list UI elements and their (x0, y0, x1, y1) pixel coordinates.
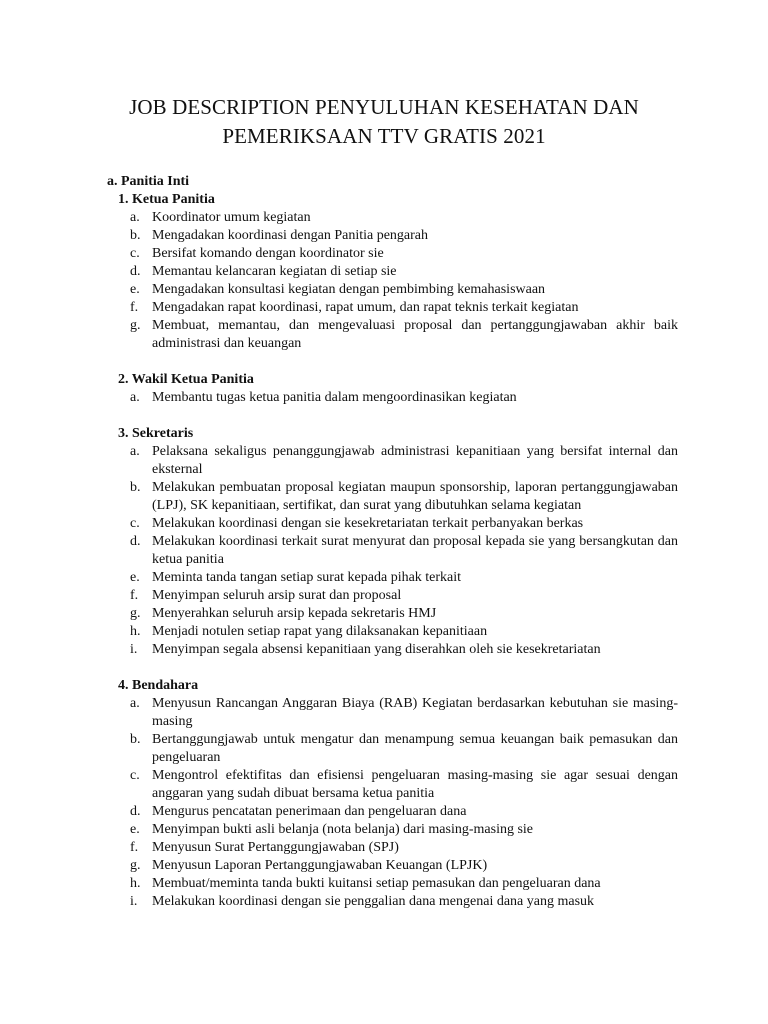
list-item (118, 857, 678, 875)
list-item-text: Mengontrol efektifitas dan efisiensi pengeluaran masing-masing sie agar sesuai dengan anggaran yang sudah dibuat bersama ketua panitia (152, 768, 678, 801)
section-title: 2. Wakil Ketua Panitia (118, 372, 254, 387)
list-marker: f. (130, 300, 139, 315)
list-marker: g. (130, 858, 141, 873)
list-marker: a. (130, 444, 140, 459)
list-item (118, 767, 678, 803)
list-item (118, 569, 678, 587)
list-item (118, 623, 678, 641)
list-marker: i. (130, 642, 138, 657)
list-marker: a. (130, 696, 140, 711)
list-item-text: Menyerahkan seluruh arsip kepada sekretaris HMJ (152, 606, 437, 621)
list-item (118, 641, 678, 659)
list-marker: e. (130, 282, 140, 297)
document-body (118, 191, 678, 911)
list-item-text: Menyimpan segala absensi kepanitiaan yang diserahkan oleh sie kesekretariatan (152, 642, 601, 657)
list-item (118, 893, 678, 911)
title-line-2: PEMERIKSAAN TTV GRATIS 2021 (222, 124, 546, 148)
list-item (118, 227, 678, 245)
list-item-text: Menyimpan seluruh arsip surat dan proposal (152, 588, 402, 603)
list-marker: i. (130, 894, 138, 909)
list-marker: f. (130, 588, 139, 603)
list-item-text: Membantu tugas ketua panitia dalam mengoordinasikan kegiatan (152, 390, 517, 405)
list-marker: e. (130, 570, 140, 585)
list-item-text: Menyusun Laporan Pertanggungjawaban Keuangan (LPJK) (152, 858, 488, 873)
list-item-text: Menyusun Rancangan Anggaran Biaya (RAB) Kegiatan berdasarkan kebutuhan sie masing-masing (152, 696, 678, 729)
duty-list (118, 695, 678, 911)
list-item-text: Menyusun Surat Pertanggungjawaban (SPJ) (152, 840, 399, 855)
list-item-text: Menjadi notulen setiap rapat yang dilaksanakan kepanitiaan (152, 624, 488, 639)
list-marker: h. (130, 624, 141, 639)
section-title: 1. Ketua Panitia (118, 192, 215, 207)
list-item-text: Membuat/meminta tanda bukti kuitansi setiap pemasukan dan pengeluaran dana (152, 876, 601, 891)
list-item-text: Menyimpan bukti asli belanja (nota belanja) dari masing-masing sie (152, 822, 534, 837)
list-item (118, 533, 678, 569)
list-item-text: Mengadakan konsultasi kegiatan dengan pembimbing kemahasiswaan (152, 282, 546, 297)
job-section (118, 191, 678, 353)
list-marker: c. (130, 768, 140, 783)
list-item (118, 821, 678, 839)
list-item (118, 209, 678, 227)
section-title: 4. Bendahara (118, 678, 199, 693)
list-item (118, 317, 678, 353)
duty-list (118, 209, 678, 353)
list-marker: f. (130, 840, 139, 855)
list-item (118, 479, 678, 515)
title-line-1: JOB DESCRIPTION PENYULUHAN KESEHATAN DAN (129, 95, 639, 119)
list-marker: b. (130, 228, 141, 243)
section-heading-panitia-inti: a. Panitia Inti (107, 174, 190, 189)
list-item (118, 299, 678, 317)
list-item (118, 875, 678, 893)
list-marker: c. (130, 516, 140, 531)
list-item-text: Meminta tanda tangan setiap surat kepada pihak terkait (152, 570, 462, 585)
list-item-text: Mengurus pencatatan penerimaan dan pengeluaran dana (152, 804, 467, 819)
job-section (118, 425, 678, 659)
list-item-text: Melakukan koordinasi dengan sie penggalian dana mengenai dana yang masuk (152, 894, 595, 909)
list-item (118, 587, 678, 605)
list-item (118, 281, 678, 299)
list-item (118, 515, 678, 533)
section-title: 3. Sekretaris (118, 426, 194, 441)
list-item (118, 803, 678, 821)
list-marker: a. (130, 390, 140, 405)
list-item (118, 263, 678, 281)
duty-list (118, 389, 678, 407)
list-marker: d. (130, 804, 141, 819)
list-item-text: Melakukan koordinasi dengan sie kesekretariatan terkait perbanyakan berkas (152, 516, 584, 531)
list-item-text: Mengadakan koordinasi dengan Panitia pengarah (152, 228, 429, 243)
list-item-text: Koordinator umum kegiatan (152, 210, 311, 225)
list-marker: g. (130, 318, 141, 333)
list-item-text: Membuat, memantau, dan mengevaluasi proposal dan pertanggungjawaban akhir baik administrasi dan keuangan (152, 318, 678, 351)
list-item (118, 245, 678, 263)
list-item-text: Melakukan koordinasi terkait surat menyurat dan proposal kepada sie yang bersangkutan dan ketua panitia (152, 534, 678, 567)
list-marker: b. (130, 480, 141, 495)
list-item (118, 605, 678, 623)
list-item-text: Melakukan pembuatan proposal kegiatan maupun sponsorship, laporan pertanggungjawaban (LPJ), SK kepanitiaan, sertifikat, dan surat yang dibutuhkan selama kegiatan (152, 480, 678, 513)
list-item-text: Mengadakan rapat koordinasi, rapat umum, dan rapat teknis terkait kegiatan (152, 300, 579, 315)
list-item-text: Pelaksana sekaligus penanggungjawab administrasi kepanitiaan yang bersifat internal dan eksternal (152, 444, 678, 477)
list-item (118, 731, 678, 767)
list-marker: h. (130, 876, 141, 891)
list-item-text: Bersifat komando dengan koordinator sie (152, 246, 384, 261)
list-marker: b. (130, 732, 141, 747)
list-marker: e. (130, 822, 140, 837)
list-marker: a. (130, 210, 140, 225)
list-item (118, 839, 678, 857)
list-item (118, 443, 678, 479)
list-marker: d. (130, 264, 141, 279)
list-item (118, 695, 678, 731)
list-item (118, 389, 678, 407)
list-item-text: Bertanggungjawab untuk mengatur dan menampung semua keuangan baik pemasukan dan pengeluaran (152, 732, 678, 765)
job-section (118, 371, 678, 407)
list-item-text: Memantau kelancaran kegiatan di setiap sie (152, 264, 397, 279)
document-title (0, 93, 768, 151)
list-marker: c. (130, 246, 140, 261)
list-marker: g. (130, 606, 141, 621)
duty-list (118, 443, 678, 659)
job-section (118, 677, 678, 911)
list-marker: d. (130, 534, 141, 549)
